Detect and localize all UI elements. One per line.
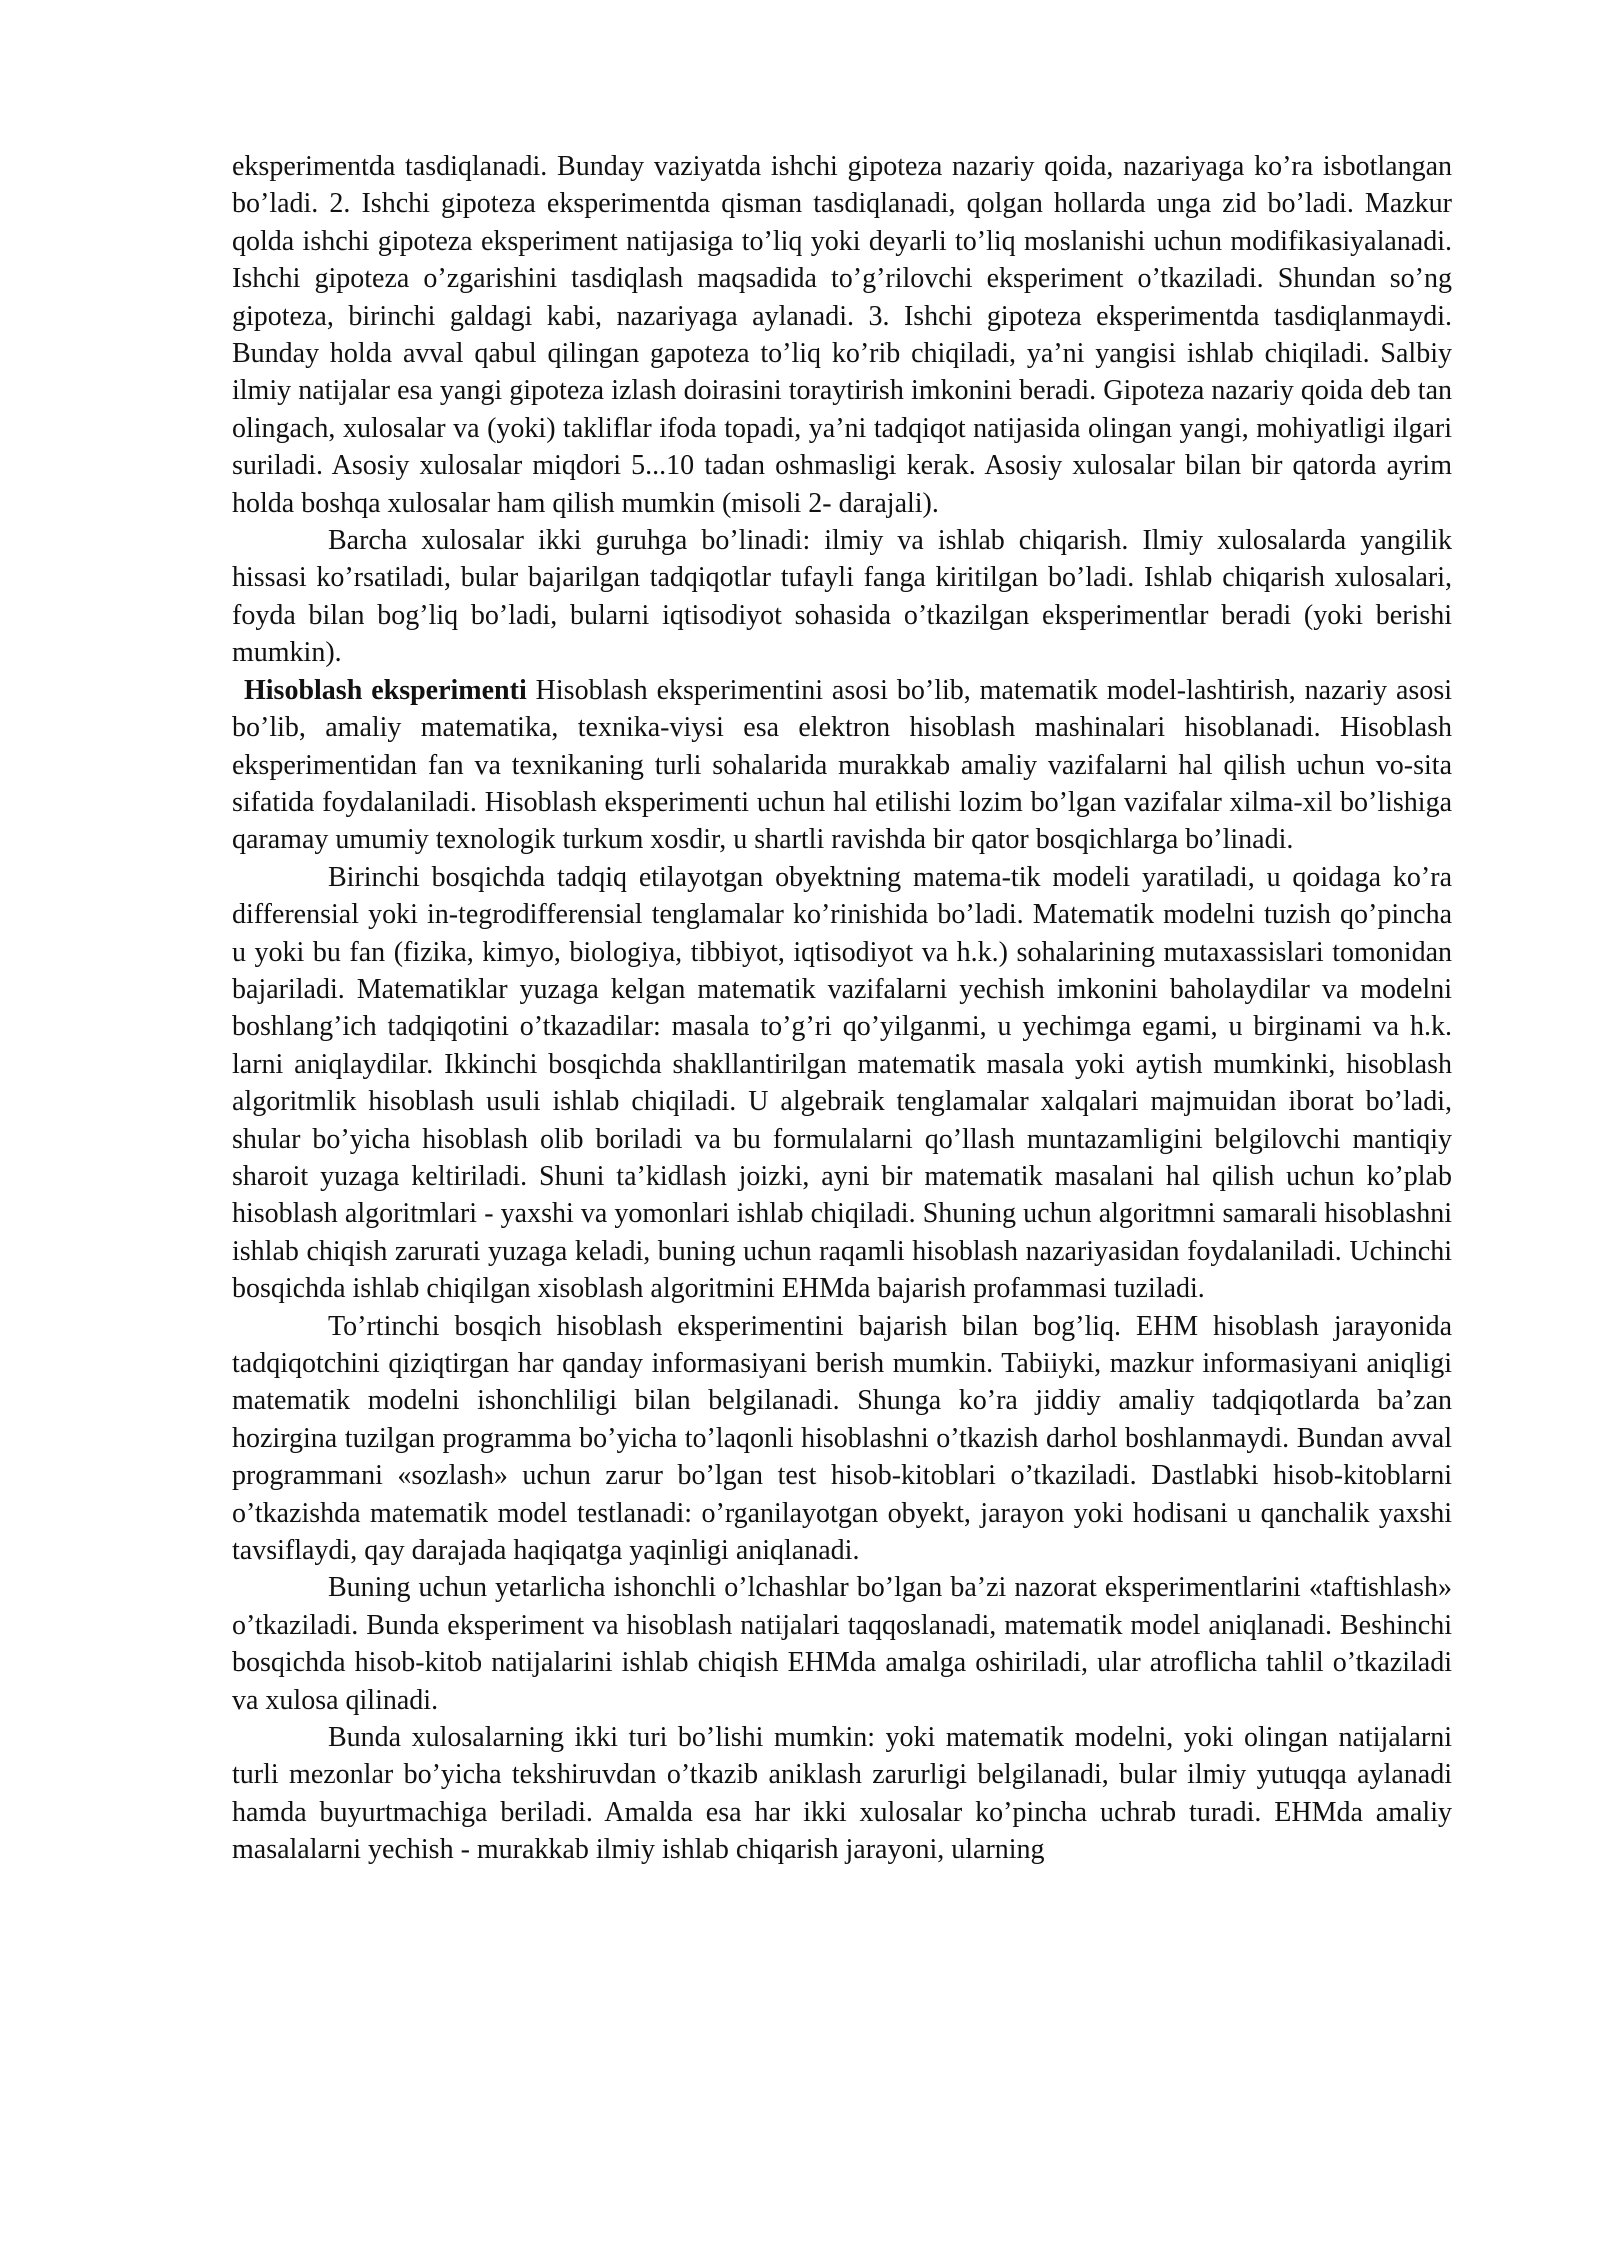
paragraph-6: Buning uchun yetarlicha ishonchli o’lchashlar bo’lgan ba’zi nazorat eksperimentlarini «taftishlash» o’tkaziladi. Bunda eksperiment va hisoblash natijalari taqqoslanadi, matematik model aniqlanadi. Beshinchi bosqichda hisob-kitob natijalarini ishlab chiqish EHMda amalga oshiriladi, ular atroflicha tahlil o’tkaziladi va xulosa qilinadi.	[232, 1572, 1452, 1716]
paragraph-3	[232, 672, 1452, 859]
section-term-hisoblash-eksperimenti: Hisoblash eksperimenti	[244, 674, 527, 706]
paragraph-5: To’rtinchi bosqich hisoblash eksperimentini bajarish bilan bog’liq. EHM hisoblash jarayonida tadqiqotchini qiziqtirgan har qanday informasiyani berish mumkin. Tabiiyki, mazkur informasiyani aniqligi matematik modelni ishonchliligi bilan belgilanadi. Shunga ko’ra jiddiy amaliy tadqiqotlarda ba’zan hozirgina tuzilgan programma bo’yicha to’laqonli hisoblashni o’tkazish darhol boshlanmaydi. Bundan avval programmani «sozlash» uchun zarur bo’lgan test hisob-kitoblari o’tkaziladi. Dastlabki hisob-kitoblarni o’tkazishda matematik model testlanadi: o’rganilayotgan obyekt, jarayon yoki hodisani u qanchalik yaxshi tavsiflaydi, qay darajada haqiqatga yaqinligi aniqlanadi.	[232, 1310, 1452, 1567]
document-page	[232, 148, 1452, 1869]
paragraph-2: Barcha xulosalar ikki guruhga bo’linadi: ilmiy va ishlab chiqarish. Ilmiy xulosalarda yangilik hissasi ko’rsatiladi, bular bajarilgan tadqiqotlar tufayli fanga kiritilgan bo’ladi. Ishlab chiqarish xulosalari, foyda bilan bog’liq bo’ladi, bularni iqtisodiyot sohasida o’tkazilgan eksperimentlar beradi (yoki berishi mumkin).	[232, 525, 1452, 669]
paragraph-3-text: Hisoblash eksperimentini asosi bo’lib, matematik model-lashtirish, nazariy asosi bo’lib, amaliy matematika, texnika-viysi esa elektron hisoblash mashinalari hisoblanadi. Hisoblash eksperimentidan fan va texnikaning turli sohalarida murakkab amaliy vazifalarni hal qilish uchun vo-sita sifatida foydalaniladi. Hisoblash eksperimenti uchun hal etilishi lozim bo’lgan vazifalar xilma-xil bo’lishiga qaramay umumiy texnologik turkum xosdir, u shartli ravishda bir qator bosqichlarga bo’linadi.	[232, 674, 1453, 856]
paragraph-1: eksperimentda tasdiqlanadi. Bunday vaziyatda ishchi gipoteza nazariy qoida, nazariyaga ko’ra isbotlangan bo’ladi. 2. Ishchi gipoteza eksperimentda qisman tasdiqlanadi, qolgan hollarda unga zid bo’ladi. Mazkur qolda ishchi gipoteza eksperiment natijasiga to’liq yoki deyarli to’liq moslanishi uchun modifikasiyalanadi. Ishchi gipoteza o’zgarishini tasdiqlash maqsadida to’g’rilovchi eksperiment o’tkaziladi. Shundan so’ng gipoteza, birinchi galdagi kabi, nazariyaga aylanadi. 3. Ishchi gipoteza eksperimentda tasdiqlanmaydi. Bunday holda avval qabul qilingan gapoteza to’liq ko’rib chiqiladi, ya’ni yangisi ishlab chiqiladi. Salbiy ilmiy natijalar esa yangi gipoteza izlash doirasini toraytirish imkonini beradi. Gipoteza nazariy qoida deb tan olingach, xulosalar va (yoki) takliflar ifoda topadi, ya’ni tadqiqot natijasida olingan yangi, mohiyatligi ilgari suriladi. Asosiy xulosalar miqdori 5...10 tadan oshmasligi kerak. Asosiy xulosalar bilan bir qatorda ayrim holda boshqa xulosalar ham qilish mumkin (misoli 2- darajali).	[232, 151, 1452, 519]
paragraph-4: Birinchi bosqichda tadqiq etilayotgan obyektning matema-tik modeli yaratiladi, u qoidaga ko’ra differensial yoki in-tegrodifferensial tenglamalar ko’rinishida bo’ladi. Matematik modelni tuzish qo’pincha u yoki bu fan (fizika, kimyo, biologiya, tibbiyot, iqtisodiyot va h.k.) sohalarining mutaxassislari tomonidan bajariladi. Matematiklar yuzaga kelgan matematik vazifalarni yechish imkonini baholaydilar va modelni boshlang’ich tadqiqotini o’tkazadilar: masala to’g’ri qo’yilganmi, u yechimga egami, u birginami va h.k. larni aniqlaydilar. Ikkinchi bosqichda shakllantirilgan matematik masala yoki aytish mumkinki, hisoblash algoritmlik hisoblash usuli ishlab chiqiladi. U algebraik tenglamalar xalqalari majmuidan iborat bo’ladi, shular bo’yicha hisoblash olib boriladi va bu formulalarni qo’llash muntazamligini belgilovchi mantiqiy sharoit yuzaga keltiriladi. Shuni ta’kidlash joizki, ayni bir matematik masalani hal qilish uchun ko’plab hisoblash algoritmlari - yaxshi va yomonlari ishlab chiqiladi. Shuning uchun algoritmni samarali hisoblashni ishlab chiqish zarurati yuzaga keladi, buning uchun raqamli hisoblash nazariyasidan foydalaniladi. Uchinchi bosqichda ishlab chiqilgan xisoblash algoritmini EHMda bajarish profammasi tuziladi.	[232, 861, 1452, 1305]
paragraph-7: Bunda xulosalarning ikki turi bo’lishi mumkin: yoki matematik modelni, yoki olingan natijalarni turli mezonlar bo’yicha tekshiruvdan o’tkazib aniklash zarurligi belgilanadi, bular ilmiy yutuqqa aylanadi hamda buyurtmachiga beriladi. Amalda esa har ikki xulosalar ko’pincha uchrab turadi. EHMda amaliy masalalarni yechish - murakkab ilmiy ishlab chiqarish jarayoni, ularning	[232, 1722, 1452, 1866]
